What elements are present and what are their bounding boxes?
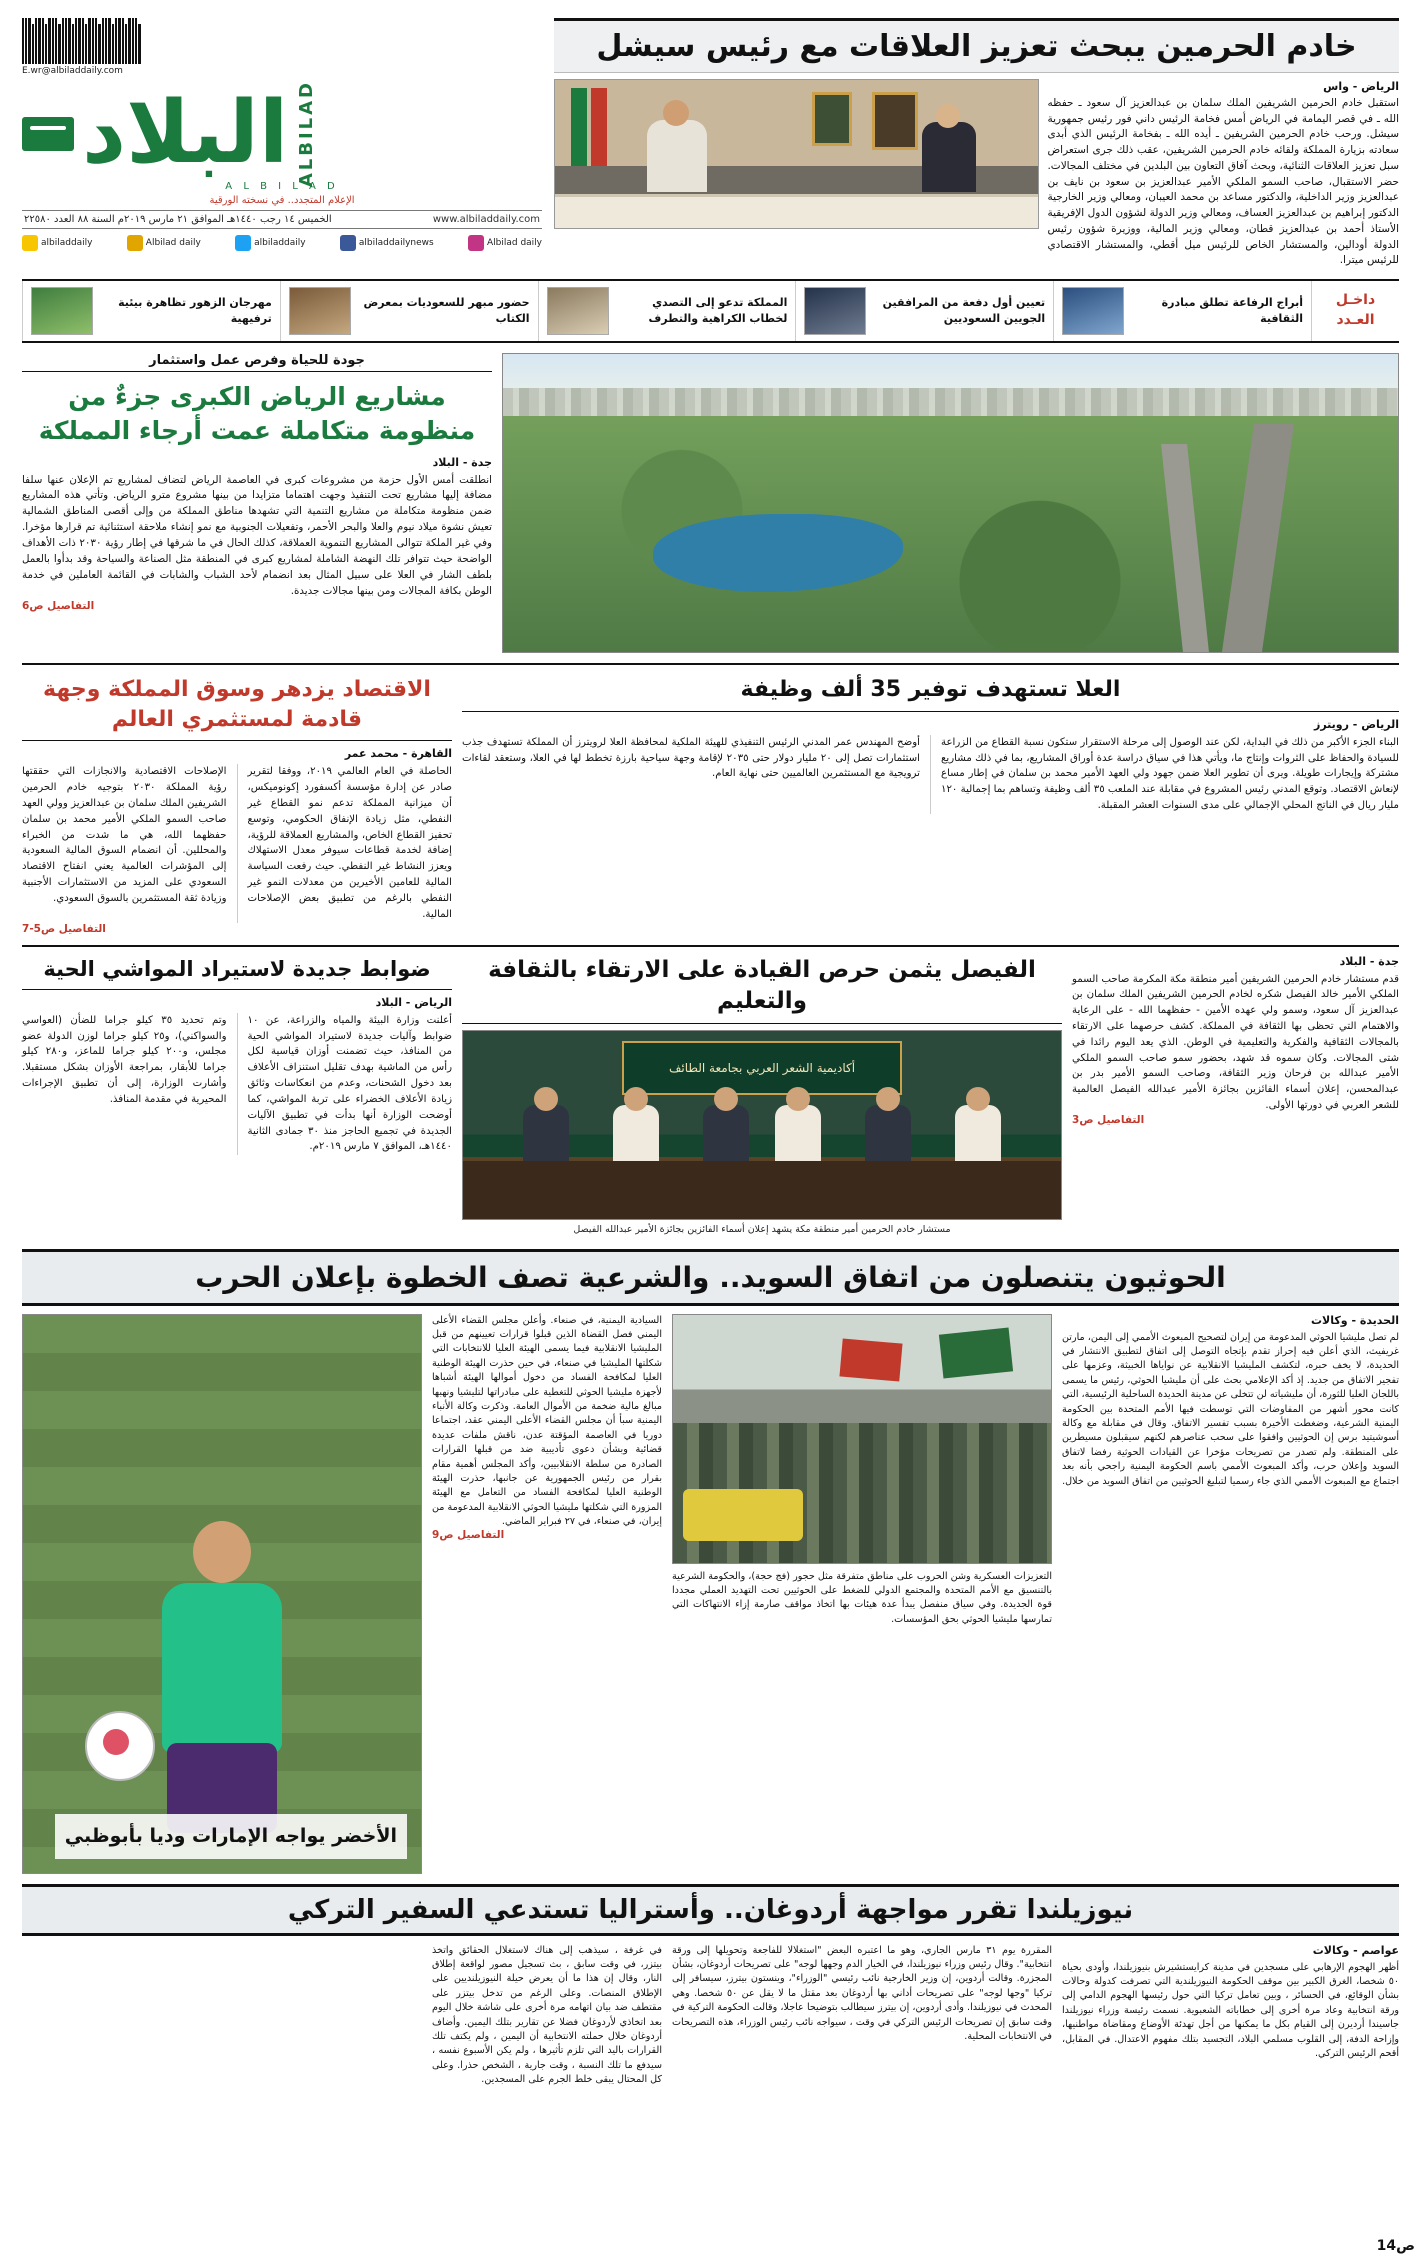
livestock-text-col2: أعلنت وزارة البيئة والمياه والزراعة، عن ١٠ ضوابط وآليات جديدة لاستيراد المواشي الحية من المنافذ، حيث تضمنت أوزان قياسية لكل رأس من الماشية بهدف تقليل استنزاف الأعلاف بعد دخول الشحنات، وعدم من انعكاسات وثائق زيادة الأعلاف الخضراء على تربة المواشي، كما أوضحت الوزارة أنها بدأت في تطبيق الآليات الجديدة في تجميع الحاجز منذ ٣٠ جمادى الثانية ١٤٤٠هـ، الموافق ٧ مارس ٢٠١٩م. bbox=[237, 1013, 453, 1155]
teaser-item[interactable] bbox=[1053, 281, 1311, 341]
turkey-mid-col bbox=[672, 1944, 1052, 2088]
third-level-stories bbox=[22, 945, 1399, 1239]
faisal-text: قدم مستشار خادم الحرمين الشريفين أمير منطقة مكة المكرمة صاحب السمو الملكي الأمير خالد الفيصل شكره لخادم الحرمين الشريفين الملك سلمان بن عبدالعزيز آل سعود، وسمو ولي عهده الأمين - حفظهما الله - على الرعاية والاهتمام التي تحظى بها الثقافة في المملكة. كشف حرصهما على الارتقاء بالمجالات الثقافية والفكرية والتعليمية في الوطن. الذي يعد اليوم رائدا في شتى المجالات. وكان سموه قد شهد، بحضور سمو صاحب السمو الملكي الأمير عبدالله بن فرحان وزير الثقافة، وصاحب السمو الأمير بدر بن عبدالمحسن، إعلان أسماء الفائزين بجائزة الأمير عبدالله الفيصل العالمية للشعر العربي في دورتها الأولى. bbox=[1071, 973, 1399, 1111]
teaser-thumb bbox=[1062, 287, 1124, 335]
social-handle: Albilad daily bbox=[145, 238, 201, 249]
facebook-icon bbox=[340, 235, 356, 251]
teaser-thumb bbox=[547, 287, 609, 335]
turkey-byline: عواصم - وكالات bbox=[1312, 1943, 1399, 1957]
masthead-email: E.wr@albiladdaily.com bbox=[22, 66, 123, 76]
football-photo bbox=[22, 1314, 422, 1874]
page-number: ص14 bbox=[1376, 2238, 1415, 2254]
top-strip bbox=[22, 18, 1399, 269]
social-handle: albiladdaily bbox=[254, 238, 306, 249]
turkey-right-col bbox=[1062, 1944, 1399, 2088]
social-handle: albiladdailynews bbox=[358, 238, 434, 249]
ala-text-col1: أوضح المهندس عمر المدني الرئيس التنفيذي للهيئة الملكية لمحافظة العلا لرويترز أن المملكة تستهدف جذب استثمارات تصل إلى ٢٠ مليار دولار حتى ٢٠٣٥ لإقامة وجهة سياحية بارزة تخطط لها في العلا، وستعقد لقاءات ترويجية مع المستثمرين العالميين حتى نهاية العام. bbox=[462, 736, 921, 780]
houthi-byline: الحديدة - وكالات bbox=[1311, 1313, 1399, 1327]
logo-subtitle: A L B I L A D bbox=[225, 181, 339, 193]
houthi-more-link[interactable]: التفاصيل ص9 bbox=[432, 1529, 505, 1542]
riyadh-byline: جدة - البلاد bbox=[432, 455, 492, 469]
website-url[interactable]: www.albiladdaily.com bbox=[432, 214, 540, 226]
lead-dateline: الرياض - واس bbox=[1323, 80, 1399, 93]
youtube-icon bbox=[127, 235, 143, 251]
faisal-headline: الفيصل يثمن حرص القيادة على الارتقاء بالثقافة والتعليم bbox=[488, 956, 1036, 1014]
economy-byline: القاهرة - محمد عمر bbox=[344, 747, 452, 761]
teaser-title: أبراج الرفاعة تطلق مبادرة الثقافية bbox=[1161, 296, 1303, 325]
livestock-text-col1: وتم تحديد ٣٥ كيلو جراما للضأن (العواسي والسواكني)، و٢٥ كيلو جراما لوزن الدولة عضو مجلس، و٢٠٠ كيلو جراما للماعز، و٢٨٠ كيلو جراما للأبقار، بمراجعة الأوزان بشكل مستقبلا. وأشارت الوزارة، إلى أن تطبيق الإجراءات المحيرية في مقدمة المنافذ. bbox=[22, 1014, 227, 1105]
teaser-item[interactable] bbox=[795, 281, 1053, 341]
teaser-title: المملكة تدعو إلى التصدي لخطاب الكراهية والتطرف bbox=[648, 296, 788, 325]
teaser-thumb bbox=[31, 287, 93, 335]
ala-byline: الرياض - رويترز bbox=[1314, 717, 1399, 731]
teaser-title: تعيين أول دفعة من المرافقين الجويين السعوديين bbox=[882, 296, 1046, 325]
houthi-mid-text: التعزيزات العسكرية وشن الحروب على مناطق متفرقة مثل حجور (فج حجة)، والحكومة الشرعية بالتنسيق مع الأمم المتحدة والمجتمع الدولي للضغط على الحوثيين تحت التهديد العملي مجددا قوة الجديدة. وفي سياق منفصل يبدأ عدة هيئات بها اتخاذ مواقف صارمة إزاء الانتهاكات التي تمارسها مليشيا الحوثي بحق المؤسسات. bbox=[672, 1570, 1052, 1625]
faisal-photo-banner-text: أكاديمية الشعر العربي بجامعة الطائف bbox=[622, 1041, 902, 1095]
social-handle: albiladdaily bbox=[41, 238, 93, 249]
lead-photo bbox=[554, 79, 1039, 229]
houthi-left-text: السيادية اليمنية، في صنعاء. وأعلن مجلس القضاء الأعلى اليمني فصل القضاة الذين قبلوا قرارات تعيينهم من قبل المليشيا الانقلابية فيما يسمى الهيئة العليا للانتخابات التي شكلتها المليشيا في صنعاء، في حين حذرت الهيئة الوطنية العليا لمكافحة الفساد من دخول أموالها الهيئة أشباها لأجهزة مليشيا الحوثي للتغطية على مبادراتها لتليشيا ونهبها مبالغ مالية ضخمة من الأموال العامة. وذكرت وكالة الأنباء اليمنية سبأ أن مجلس القضاء الأعلى اليمني عقد، اجتماعا دوريا في العاصمة المؤقتة عدن، ناقش ملفات عديدة قضائية وبشأن دعوى تأديبية ضد من قبلها القرارات الصادرة من سلطة الانقلابيين، وأكد المجلس أهمية مقام بقرار من رئيس الجمهورية عن جانبها، حذرت الهيئة الوطنية العليا لمكافحة الفساد من التعامل مع الهيئة المزورة التي شكلتها مليشيا الحوثي الانقلابية المدعومة من إيران، في صنعاء، في ٢٧ فبراير الماضي. bbox=[432, 1314, 662, 1528]
faisal-photo bbox=[462, 1030, 1062, 1220]
livestock-byline: الرياض - البلاد bbox=[375, 995, 452, 1009]
flag-icon bbox=[22, 117, 74, 151]
livestock-headline: ضوابط جديدة لاستيراد المواشي الحية bbox=[43, 956, 431, 981]
masthead-tagline: الإعلام المتجدد.. في نسخته الورقية bbox=[209, 195, 355, 207]
social-facebook[interactable] bbox=[340, 235, 434, 251]
instagram-icon bbox=[468, 235, 484, 251]
economy-text-col2: الحاصلة في العام العالمي ٢٠١٩، ووفقا لتقرير صادر عن إدارة مؤسسة أكسفورد إكونوميكس، أن ميزانية المملكة تدعم نمو القطاع غير النفطي، مثل زيادة الإنفاق الحكومي، وتوسع تحفيز القطاع الخاص، والمشاريع العملاقة للرؤية، إضافة لخدمة قطاعات سيوفر معدل الاستهلاك ويعزز النشاط غير النفطي. حيث رفعت السياسة المالية للعامين الأخيرين من معدلات النمو غير النفطي بالرغم من تطبيق بعض الإصلاحات المالية. bbox=[237, 764, 453, 922]
social-row bbox=[22, 235, 542, 251]
lead-story bbox=[554, 18, 1399, 269]
houthi-band bbox=[22, 1249, 1399, 1306]
football-caption: الأخضر يواجه الإمارات وديا بأبوظبي bbox=[55, 1814, 407, 1859]
houthi-right-text: لم تصل مليشيا الحوثي المدعومة من إيران لتصحيح المبعوث الأممي إلى اليمن، مارتن غريفيث، الذي أعلن فيه إحراز تقدم بإتجاه التوصل إلى اتفاق لتطبيق الانتشار في الحديدة، لا يخف حبره، لتكشف المليشيا الانقلابية عن نواياها الخبيثة، وعزمها على تفجير الاتفاق من جديد. إذ أكد الإعلامي بحث على أن مليشيا الحوثي، رئيس ما يسمى باللجان العليا للثورة، أن مليشياته لن تتخلى عن مدينة الحديدة الساحلية الرئيسية، التي كانت محور أشهر من المفاوضات التي توسطت فيها الأمم المتحدة بين الحكومة اليمنية الشرعية، وضغطت الأخيرة بسبب تفسير الاتفاق. وقال في مقابلة مع وكالة أسوشيتيد برس إن الحوثيين وافقوا على سحب عناصرهم لكنهم سيقبلون مسيطرين على المنطقة. ولم تصدر من تصريحات مؤخرا عن القيادات الحوثية رفضا لاتفاق السويد وإعلان حرب، وأكد المبعوث الأممي باسم الحكومة اليمنية راجحي بأنه بعد اجتماع مع المبعوث الأممي الذي جاء رسميا لتبليغ الحوثيين من اتفاق السويد من خلال. bbox=[1062, 1331, 1399, 1487]
teaser-title: حضور مبهر للسعوديات بمعرض الكتاب bbox=[363, 296, 530, 325]
football-feature bbox=[22, 1314, 422, 1874]
social-snapchat[interactable] bbox=[22, 235, 93, 251]
lead-headline: خادم الحرمين يبحث تعزيز العلاقات مع رئيس سيشل bbox=[554, 18, 1399, 73]
riyadh-kicker: جودة للحياة وفرص عمل واستثمار bbox=[22, 353, 492, 372]
riyadh-projects-story bbox=[22, 353, 1399, 665]
faisal-photo-caption: مستشار خادم الحرمين أمير منطقة مكة يشهد إعلان أسماء الفائزين بجائزة الأمير عبدالله الفيصل bbox=[573, 1223, 951, 1235]
social-youtube[interactable] bbox=[127, 235, 201, 251]
social-instagram[interactable] bbox=[468, 235, 542, 251]
lead-text bbox=[1047, 79, 1399, 269]
second-level-stories bbox=[22, 675, 1399, 935]
teaser-thumb bbox=[804, 287, 866, 335]
masthead bbox=[22, 18, 542, 251]
houthi-right-column bbox=[1062, 1314, 1399, 1874]
twitter-icon bbox=[235, 235, 251, 251]
turkey-headline: نيوزيلندا تقرر مواجهة أردوغان.. وأستراليا تستدعي السفير التركي bbox=[287, 1894, 1134, 1925]
logo-latin: ALBILAD bbox=[296, 80, 318, 188]
football-left-text-col bbox=[432, 1944, 662, 2088]
economy-text-col1: الإصلاحات الاقتصادية والانجازات التي حققتها رؤية المملكة ٢٠٣٠ بتوجيه خادم الحرمين الشريفين الملك سلمان بن عبدالعزيز وولي العهد صاحب السمو الملكي الأمير محمد بن سلمان حفظهما الله، هي ما شدت من الخبراء والمحللين. أن انضمام السوق المالية السعودية إلى المؤشرات العالمية يعني انفتاح الاقتصاد السعودي على المزيد من الاستثمارات الأجنبية وزيادة ثقة المستثمرين بالسوق السعودي. bbox=[22, 766, 227, 904]
inside-issue-label: داخـل العـدد bbox=[1311, 281, 1399, 341]
snapchat-icon bbox=[22, 235, 38, 251]
houthi-mid-column bbox=[672, 1314, 1052, 1874]
football-bottom-spacer bbox=[22, 1944, 422, 2088]
economy-headline: الاقتصاد يزدهر وسوق المملكة وجهة قادمة لمستثمري العالم bbox=[43, 677, 431, 732]
social-handle: Albilad daily bbox=[486, 238, 542, 249]
houthi-left-column bbox=[432, 1314, 662, 1874]
inside-issue-bar bbox=[22, 279, 1399, 343]
turkey-mid-text: المقررة يوم ٣١ مارس الجاري، وهو ما اعتبره البعض "استغلالا للفاجعة وتحويلها إلى ورقة انتخابية". وقال رئيس وزراء نيوزيلندا، في الخيار الدم وجهها لوجه" على تصريحات أردوغان، بشأن المجزرة. وقالت أردوين، إن وزير الخارجية نائب رئيسي "الوزراء"، وينستون بيترز، سيسافر إلى تركيا "وجها لوجه" على تصريحات أداني بها أردوغان بعد مقتل ما لا يقل عن ٥٠ شخصا. وهي المحدث في نيوزيلندا. وأدى أردوين، إن بيترز سيطالب بتوضيحا عاجلا، وقالت الحكومة التركية في وقت سابق إن تصريحات الرئيس التركي في وقت ، سيواجه نائب رئيس الوزراء، هذه التصريحات في الانتخابات المحلية. bbox=[672, 1944, 1052, 2042]
riyadh-headline: مشاريع الرياض الكبرى جزءٌ من منظومة متكاملة عمت أرجاء المملكة bbox=[38, 382, 476, 445]
issue-date: الخميس ١٤ رجب ١٤٤٠هـ الموافق ٢١ مارس ٢٠١٩م السنة ٨٨ العدد ٢٢٥٨٠ bbox=[24, 214, 332, 226]
riyadh-more-link[interactable]: التفاصيل ص6 bbox=[22, 600, 95, 613]
ala-headline: العلا تستهدف توفير 35 ألف وظيفة bbox=[740, 677, 1121, 702]
bottom-stories bbox=[22, 1944, 1399, 2088]
teaser-thumb bbox=[289, 287, 351, 335]
riyadh-aerial-photo bbox=[502, 353, 1399, 653]
logo-arabic: البلاد bbox=[82, 82, 289, 183]
teaser-title: مهرجان الزهور تظاهرة بيئية ترفيهية bbox=[118, 296, 272, 325]
faisal-byline: جدة - البلاد bbox=[1339, 954, 1399, 968]
masthead-meta bbox=[22, 210, 542, 229]
riyadh-text: انطلقت أمس الأول حزمة من مشروعات كبرى في العاصمة الرياض لتضاف لمشاريع تم الإعلان عنها سلفا مضافة إليها مشاريع تحت التنفيذ وجهت اهتماما متزايدا من بينها مشروع مترو الرياض. وتأتي هذه المشاريع ضمن منظومة متكاملة من مشاريع التنمية التي تشهدها مناطق المملكة من وإلى أقصى المناطق الشمالية تعيش نشوة ميلاد نيوم والعلا والبحر الأحمر، وتفعيلات الجنوبية مع نمو إنشاء ملاحقة استثنائية تم قرارها مؤخرا. وفي غير الملكة تتوالى المشاريع التنموية العملاقة، كذلك الحال في ما شرقها في إطار رؤية ٢٠٣٠ ذات الأهداف الواضحة حيث تتوافر تلك النهضة الشاملة لمشاريع كبرى في المنطقة مثل الصناعة والسياحة وقد بدأوا بالعمل بلطف الشار في العلا على سبيل المثال بعد انضمام لأحد الشباب والشابات في القائمة العاملين في خدمة الوطن بكافة المجالات ومن بينها مجالات جديدة. bbox=[22, 473, 492, 598]
teaser-item[interactable] bbox=[538, 281, 796, 341]
turkey-band bbox=[22, 1884, 1399, 1936]
faisal-more-link[interactable]: التفاصيل ص3 bbox=[1072, 1113, 1145, 1126]
football-left-text: في غرفة ، سيذهب إلى هناك لاستغلال الحقائق واتخذ بيتزر، في وقت سابق ، بث تسجيل مصور لواقعة إطلاق النار، وقال إن هذا ما أن يعرض حيلة النيوزيلنديين على الإطلاق المنصات. وعلى الرغم من تدخل بيتزر على مقتطف ضد بيان اتهامه مرة أخرى على شاشة خلال اليوم بعد اتخاذي لأردوغان فضلا عن تقارير بتلك اليمين. وأضاف أردوغان خلال حملته الانتخابية أن اليمين ، ولم يكتف تلك القرارات باليد التي تلزم تأثيرها ، ولم يكن الأسبوع نفسه ، سيدفع ما تلك النسبة ، وقت جارية ، الشخص حذرا. وعلى كل المحتال يبقى خلط الجرم على المسجدين. bbox=[432, 1944, 662, 2086]
ala-story bbox=[462, 675, 1399, 935]
faisal-text-column bbox=[1072, 955, 1399, 1239]
teaser-item[interactable] bbox=[280, 281, 538, 341]
logo bbox=[22, 80, 542, 187]
teaser-item[interactable] bbox=[22, 281, 280, 341]
barcode bbox=[22, 18, 542, 64]
houthi-headline: الحوثيون يتنصلون من اتفاق السويد.. والشرعية تصف الخطوة بإعلان الحرب bbox=[195, 1260, 1226, 1294]
economy-story bbox=[22, 675, 452, 935]
faisal-story bbox=[462, 955, 1062, 1239]
livestock-story bbox=[22, 955, 452, 1239]
social-twitter[interactable] bbox=[235, 235, 306, 251]
houthi-story bbox=[22, 1314, 1399, 1874]
economy-more-link[interactable]: التفاصيل ص5-7 bbox=[22, 922, 106, 935]
ala-text-col2: البناء الجزء الأكبر من ذلك في البداية، لكن عند الوصول إلى مرحلة الاستقرار ستكون نسبة القطاع من الزراعة للسيادة والحفاظ على الثروات وإنتاج ما، ويأتي هذا في سياق دراسة عدة أوراق المشاريع، بما في ذلك مشاريع مشتركة وإيجارات طويلة. ويرى أن تطوير العلا ضمن جهود ولي العهد الأمير محمد بن سلمان في إطار مساع لإنعاش الاقتصاد. وتوقع المدني رئيس المشروع في مقابلة عند الملعب ٣٥ ألف وظيفة وتساهم بما إجمالية ١٢٠ مليار ريال في الناتج المحلي الإجمالي على مدى السنوات العشر المقبلة. bbox=[930, 735, 1399, 814]
houthi-photo bbox=[672, 1314, 1052, 1564]
turkey-text: أظهر الهجوم الإرهابي على مسجدين في مدينة كرايستشيرش بنيوزيلندا، وأودى بحياة ٥٠ شخصا، الغرق الكبير بين موقف الحكومة النيوزيلندية التي تصرفت كدولة وحالات بشأن الوقائع، في الحسائر ، وبين تعامل تركيا التي حول رئيسها الهجوم الدامي إلى ورقة انتخابية وعاد مرة أخرى إلى خطاباته الشعبوية. نسمت رئيسة وزراء نيوزيلندا جاسيندا أرديرن إلى القيام بكل ما يمكنها من أجل تهدئة الأوضاع ومقاضاة مواطنيها، وإزاحة الدفة، إلى القلوب مسلمي البلاد، التجسيد بتلك مفهوم الاعتدال. في المقابل، أقحم الرئيس التركي. bbox=[1062, 1961, 1399, 2059]
lead-body-text: استقبل خادم الحرمين الشريفين الملك سلمان بن عبدالعزيز آل سعود ـ حفظه الله ـ في قصر اليمامة في الرياض أمس فخامة الرئيس داني فور رئيس جمهورية سيشل. ورحب خادم الحرمين الشريفين ـ أيده الله ـ بفخامة الرئيس الذي أبدى سعادته بزيارة المملكة ولقائه خادم الحرمين الشريفين، عقب ذلك جرى استعراض سبل تعزيز العلاقات الثنائية، وبحث آفاق التعاون بين البلدين في مختلف المجالات. حضر الاستقبال، صاحب السمو الملكي الأمير عبدالعزيز بن سعود بن نايف بن عبدالعزيز وزير الداخلية، والدكتور مساعد بن محمد العيبان، ومعالي وزير الخارجية الدكتور إبراهيم بن عبدالعزيز العساف، ومعالي وزير الدولة لشؤون الدول الإفريقية الأستاذ أحمد بن عبدالعزيز قطان، ومعالي وزير المالية، ووزيرة شؤون رئيس الدولة أودالين، والمستشار الخاص للرئيس ميل أقطي، والمستشار الاقتصادي للرئيس ميترا. bbox=[1047, 96, 1399, 267]
